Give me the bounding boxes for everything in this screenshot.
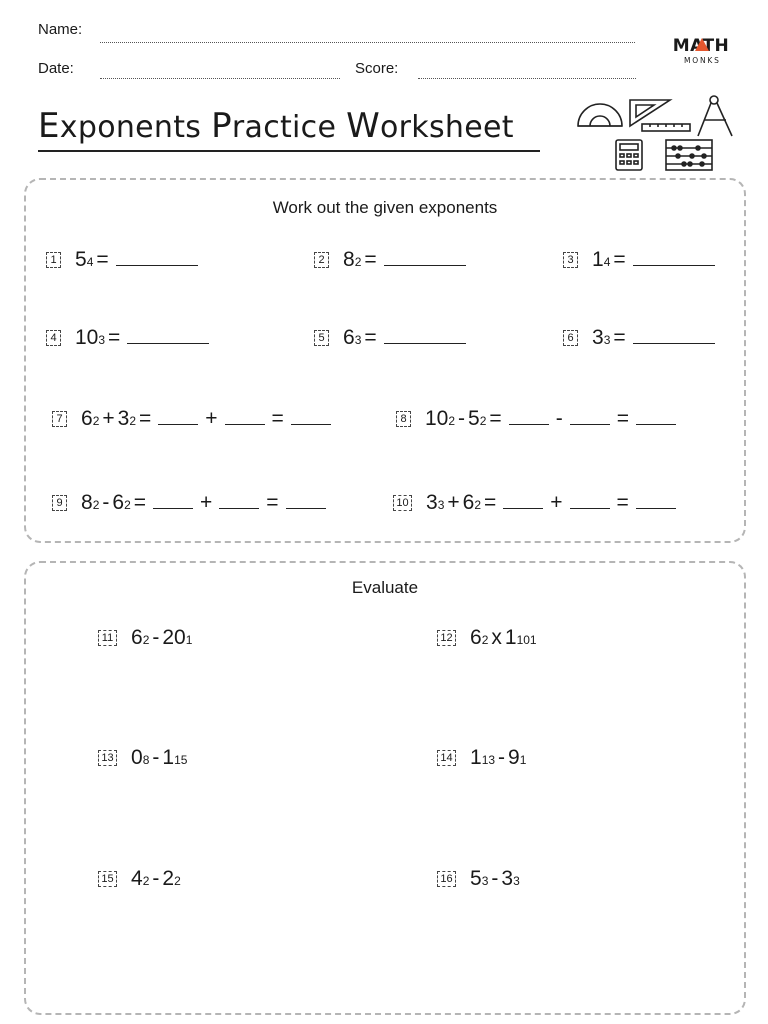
base-1: 1: [470, 746, 482, 769]
base-1: 0: [131, 746, 143, 769]
base-2: 3: [117, 407, 130, 430]
answer-blank[interactable]: [116, 265, 198, 266]
base-2: 6: [462, 491, 475, 514]
question-5: 5 6 3 =: [314, 326, 470, 350]
answer-blank[interactable]: [384, 343, 466, 344]
question-number: 11: [98, 630, 117, 646]
question-4: 4 10 3 =: [46, 326, 213, 350]
operator: -: [458, 407, 466, 430]
protractor-icon: [578, 104, 622, 126]
question-number: 5: [314, 330, 329, 346]
title-word-1: xponents: [59, 110, 212, 145]
title-initial-p: P: [211, 106, 232, 146]
answer-blank[interactable]: [219, 508, 259, 509]
calculator-icon: [616, 140, 642, 170]
question-11: 11 6 2 - 20 1: [98, 626, 192, 650]
base-2: 3: [501, 867, 514, 890]
base: 8: [343, 248, 355, 271]
question-number: 8: [396, 411, 411, 427]
question-9: 9 8 2 - 6 2 = + =: [52, 491, 330, 515]
equals-sign: =: [364, 326, 377, 349]
question-16: 16 5 3 - 3 3: [437, 867, 520, 891]
name-label: Name:: [38, 21, 83, 38]
equals-sign: =: [616, 491, 629, 514]
base-1: 8: [81, 491, 93, 514]
equals-sign: =: [613, 326, 626, 349]
compass-icon: [698, 96, 732, 136]
question-number: 2: [314, 252, 329, 268]
equals-sign: =: [139, 407, 152, 430]
question-6: 6 3 3 =: [563, 326, 719, 350]
question-number: 1: [46, 252, 61, 268]
exponents-panel: [24, 178, 746, 543]
date-field[interactable]: [100, 78, 340, 79]
question-number: 15: [98, 871, 117, 887]
equals-sign: =: [266, 491, 279, 514]
score-label: Score:: [355, 60, 399, 77]
base-2: 20: [162, 626, 186, 649]
answer-blank[interactable]: [225, 424, 265, 425]
base-2: 1: [504, 626, 517, 649]
question-number: 14: [437, 750, 456, 766]
question-15: 15 4 2 - 2 2: [98, 867, 181, 891]
answer-blank[interactable]: [127, 343, 209, 344]
base-2: 2: [162, 867, 175, 890]
base: 1: [592, 248, 604, 271]
question-number: 4: [46, 330, 61, 346]
question-number: 12: [437, 630, 456, 646]
operator: -: [498, 746, 506, 769]
equals-sign: =: [364, 248, 377, 271]
operator: -: [555, 407, 563, 430]
answer-blank[interactable]: [503, 508, 543, 509]
answer-blank[interactable]: [286, 508, 326, 509]
base: 5: [75, 248, 87, 271]
question-number: 10: [393, 495, 412, 511]
ruler-icon: [642, 124, 690, 131]
title-initial-e: E: [38, 106, 60, 146]
section2-heading: Evaluate: [351, 578, 419, 597]
answer-blank[interactable]: [570, 508, 610, 509]
answer-blank[interactable]: [153, 508, 193, 509]
base-1: 10: [425, 407, 449, 430]
base-2: 9: [508, 746, 520, 769]
math-monks-logo: [668, 36, 734, 65]
name-field[interactable]: [100, 42, 635, 43]
question-13: 13 0 8 - 1 15: [98, 746, 187, 770]
equals-sign: =: [96, 248, 109, 271]
base: 10: [75, 326, 99, 349]
question-2: 2 8 2 =: [314, 248, 470, 272]
answer-blank[interactable]: [636, 424, 676, 425]
question-3: 3 1 4 =: [563, 248, 719, 272]
answer-blank[interactable]: [509, 424, 549, 425]
question-number: 9: [52, 495, 67, 511]
operator: -: [152, 867, 160, 890]
set-square-icon: [630, 100, 670, 126]
equals-sign: =: [484, 491, 497, 514]
question-number: 16: [437, 871, 456, 887]
logo-main-text: MATH: [672, 36, 730, 56]
title-word-3: orksheet: [380, 110, 514, 145]
section1-heading: Work out the given exponents: [272, 198, 498, 217]
question-12: 12 6 2 x 1 101: [437, 626, 537, 650]
operator: +: [205, 407, 218, 430]
equals-sign: =: [616, 407, 629, 430]
answer-blank[interactable]: [633, 343, 715, 344]
base-1: 6: [470, 626, 482, 649]
question-1: 1 5 4 =: [46, 248, 202, 272]
operator: -: [491, 867, 499, 890]
answer-blank[interactable]: [158, 424, 198, 425]
answer-blank[interactable]: [636, 508, 676, 509]
base-1: 3: [426, 491, 438, 514]
operator: -: [102, 491, 110, 514]
date-label: Date:: [38, 60, 74, 77]
question-8: 8 10 2 - 5 2 = - =: [396, 407, 680, 431]
equals-sign: =: [133, 491, 147, 514]
question-number: 7: [52, 411, 67, 427]
base-1: 4: [131, 867, 143, 890]
question-7: 7 6 2 + 3 2 = + =: [52, 407, 335, 431]
question-number: 13: [98, 750, 117, 766]
base-1: 6: [81, 407, 93, 430]
logo-sub-text: MONKS: [684, 56, 721, 65]
math-tools-illustration: [574, 92, 744, 174]
operator: -: [152, 746, 160, 769]
operator: +: [102, 407, 115, 430]
abacus-icon: [666, 140, 712, 170]
base-2: 6: [112, 491, 125, 514]
question-10: 10 3 3 + 6 2 = + =: [393, 491, 680, 515]
question-number: 6: [563, 330, 578, 346]
answer-blank[interactable]: [384, 265, 466, 266]
question-14: 14 1 13 - 9 1: [437, 746, 526, 770]
equals-sign: =: [489, 407, 502, 430]
base: 6: [343, 326, 355, 349]
operator: +: [447, 491, 460, 514]
equals-sign: =: [271, 407, 284, 430]
base: 3: [592, 326, 604, 349]
title-underline: [38, 150, 540, 152]
answer-blank[interactable]: [291, 424, 331, 425]
answer-blank[interactable]: [633, 265, 715, 266]
score-field[interactable]: [418, 78, 636, 79]
base-2: 1: [162, 746, 175, 769]
page-title: [38, 106, 514, 146]
title-word-2: ractice: [231, 110, 347, 145]
operator: -: [152, 626, 160, 649]
base-1: 5: [470, 867, 482, 890]
operator: +: [200, 491, 213, 514]
operator: x: [491, 626, 502, 649]
base-2: 5: [468, 407, 480, 430]
base-1: 6: [131, 626, 143, 649]
equals-sign: =: [613, 248, 626, 271]
equals-sign: =: [108, 326, 121, 349]
operator: +: [550, 491, 563, 514]
answer-blank[interactable]: [570, 424, 610, 425]
logo-triangle-icon: [695, 38, 709, 51]
question-number: 3: [563, 252, 578, 268]
title-initial-w: W: [346, 106, 380, 146]
